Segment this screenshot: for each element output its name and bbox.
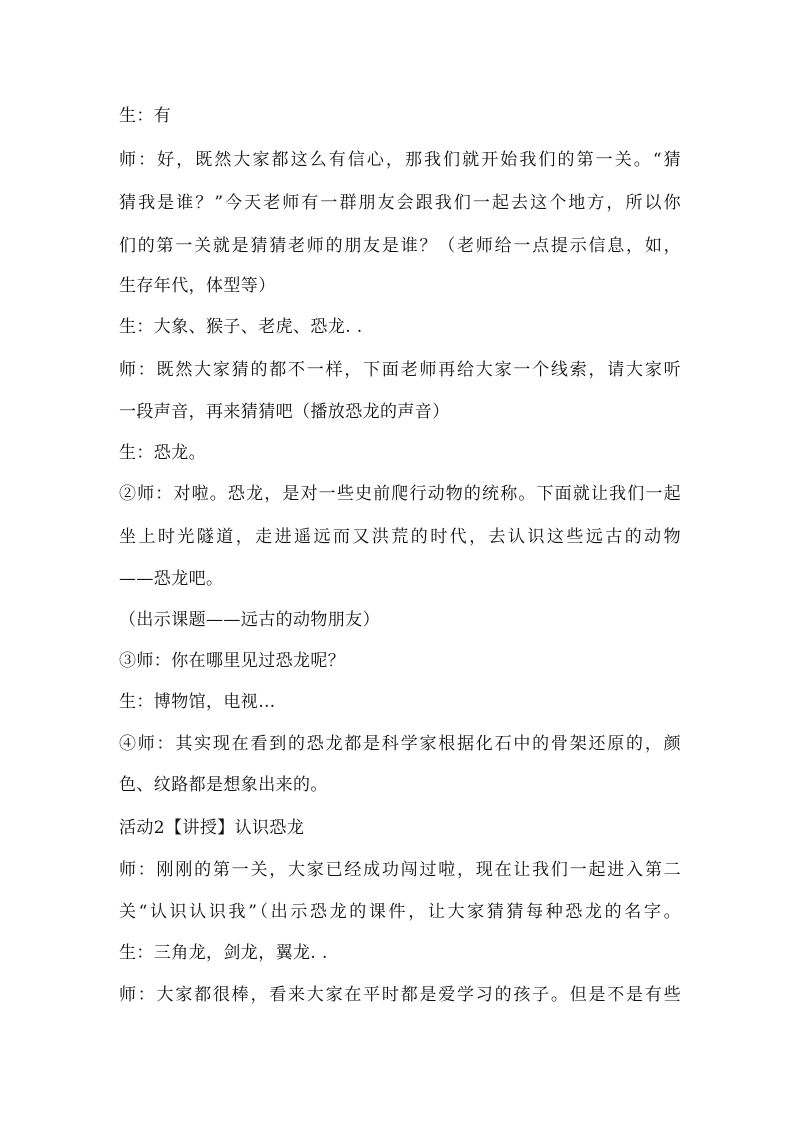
text-line: ④师：其实现在看到的恐龙都是科学家根据化石中的骨架还原的，颜 (119, 734, 681, 754)
text-line: 师：既然大家猜的都不一样，下面老师再给大家一个线索，请大家听 (119, 360, 681, 380)
text-line: 们的第一关就是猜猜老师的朋友是谁？（老师给一点提示信息，如， (119, 236, 681, 256)
text-line: 生：大象、猴子、老虎、恐龙. . (119, 317, 363, 337)
text-line: 生存年代，体型等） (119, 276, 276, 296)
text-line: 师：刚刚的第一关，大家已经成功闯过啦，现在让我们一起进入第二 (119, 860, 681, 880)
text-line: 坐上时光隧道，走进遥远而又洪荒的时代，去认识这些远古的动物 (119, 527, 681, 547)
text-line: 猜我是谁？”今天老师有一群朋友会跟我们一起去这个地方，所以你 (119, 193, 681, 213)
text-line: 师：好，既然大家都这么有信心，那我们就开始我们的第一关。“猜 (119, 150, 681, 170)
text-line: 生：有 (119, 106, 172, 126)
text-line: 生：三角龙，剑龙，翼龙. . (119, 943, 328, 963)
text-line: 生：恐龙。 (119, 443, 206, 463)
text-line: 生：博物馆，电视… (119, 692, 276, 712)
section-heading: 活动2【讲授】认识恐龙 (119, 818, 305, 838)
text-line: ②师：对啦。恐龙，是对一些史前爬行动物的统称。下面就让我们一起 (119, 484, 681, 504)
text-line: 关“认识认识我”（出示恐龙的课件，让大家猜猜每种恐龙的名字。 (119, 902, 681, 922)
text-line: （出示课题——远古的动物朋友） (119, 610, 380, 630)
text-line: 色、纹路都是想象出来的。 (119, 775, 328, 795)
text-line: 一段声音，再来猜猜吧（播放恐龙的声音） (119, 402, 450, 422)
text-line: 师：大家都很棒，看来大家在平时都是爱学习的孩子。但是不是有些 (119, 985, 681, 1005)
text-line: ③师：你在哪里见过恐龙呢？ (119, 651, 346, 671)
text-line: ——恐龙吧。 (119, 569, 224, 589)
